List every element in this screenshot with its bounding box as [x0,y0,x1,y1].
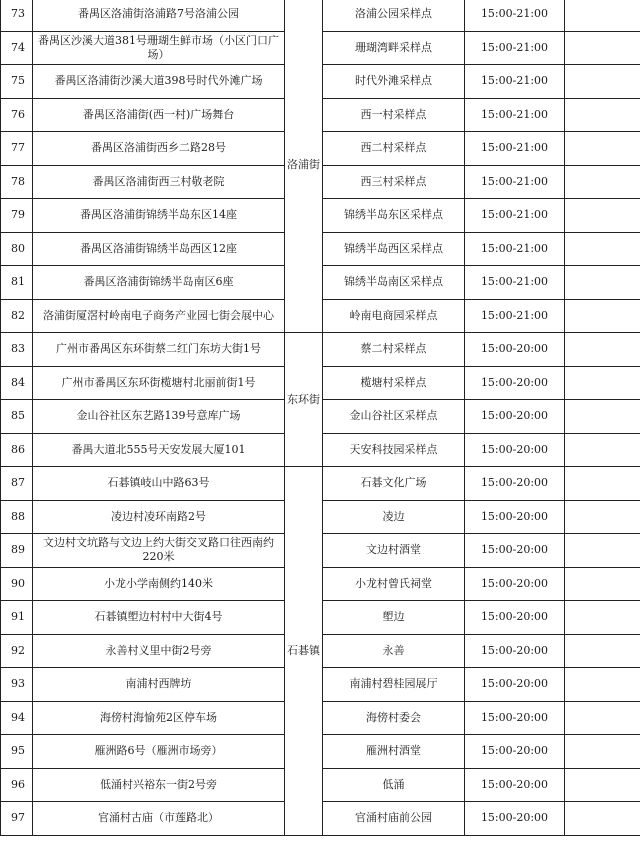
row-number: 89 [1,534,33,568]
site-name-cell: 金山谷社区采样点 [323,400,465,434]
address-cell: 广州市番禺区东环街蔡二红门东坊大街1号 [33,333,285,367]
row-number: 77 [1,132,33,166]
address-cell: 番禺区沙溪大道381号珊瑚生鲜市场（小区门口广场） [33,31,285,65]
site-name-cell: 凌边 [323,500,465,534]
site-name-cell: 文边村酒堂 [323,534,465,568]
site-name-cell: 锦绣半岛南区采样点 [323,266,465,300]
site-name-cell: 石碁文化广场 [323,467,465,501]
address-cell: 官涌村古庙（市莲路北） [33,802,285,836]
site-name-cell: 西二村采样点 [323,132,465,166]
site-name-cell: 天安科技园采样点 [323,433,465,467]
remarks-cell [565,701,640,735]
row-number: 96 [1,768,33,802]
site-name-cell: 洛浦公园采样点 [323,0,465,31]
time-cell: 15:00-21:00 [465,165,565,199]
remarks-cell [565,266,640,300]
row-number: 80 [1,232,33,266]
site-name-cell: 珊瑚湾畔采样点 [323,31,465,65]
time-cell: 15:00-20:00 [465,500,565,534]
time-cell: 15:00-20:00 [465,768,565,802]
remarks-cell [565,366,640,400]
address-cell: 雁洲路6号（雁洲市场旁） [33,735,285,769]
remarks-cell [565,165,640,199]
row-number: 82 [1,299,33,333]
remarks-cell [565,534,640,568]
row-number: 74 [1,31,33,65]
time-cell: 15:00-20:00 [465,567,565,601]
site-name-cell: 西一村采样点 [323,98,465,132]
site-name-cell: 锦绣半岛东区采样点 [323,199,465,233]
row-number: 94 [1,701,33,735]
row-number: 93 [1,668,33,702]
time-cell: 15:00-21:00 [465,0,565,31]
row-number: 85 [1,400,33,434]
remarks-cell [565,98,640,132]
address-cell: 低涌村兴裕东一街2号旁 [33,768,285,802]
row-number: 81 [1,266,33,300]
remarks-cell [565,299,640,333]
site-name-cell: 榄塘村采样点 [323,366,465,400]
site-name-cell: 官涌村庙前公园 [323,802,465,836]
time-cell: 15:00-20:00 [465,802,565,836]
address-cell: 番禺区洛浦街沙溪大道398号时代外滩广场 [33,65,285,99]
remarks-cell [565,735,640,769]
address-cell: 洛浦街厦滘村岭南电子商务产业园七街会展中心 [33,299,285,333]
row-number: 88 [1,500,33,534]
address-cell: 番禺区洛浦街(西一村)广场舞台 [33,98,285,132]
address-cell: 番禺区洛浦街西三村敬老院 [33,165,285,199]
time-cell: 15:00-21:00 [465,132,565,166]
address-cell: 海傍村海愉苑2区停车场 [33,701,285,735]
remarks-cell [565,433,640,467]
time-cell: 15:00-21:00 [465,299,565,333]
row-number: 78 [1,165,33,199]
address-cell: 小龙小学南侧约140米 [33,567,285,601]
address-cell: 广州市番禺区东环街榄塘村北丽前街1号 [33,366,285,400]
remarks-cell [565,31,640,65]
address-cell: 永善村义里中街2号旁 [33,634,285,668]
row-number: 92 [1,634,33,668]
address-cell: 石碁镇岐山中路63号 [33,467,285,501]
time-cell: 15:00-20:00 [465,534,565,568]
time-cell: 15:00-20:00 [465,735,565,769]
address-cell: 凌边村凌环南路2号 [33,500,285,534]
time-cell: 15:00-21:00 [465,199,565,233]
row-number: 83 [1,333,33,367]
address-cell: 南浦村西牌坊 [33,668,285,702]
remarks-cell [565,802,640,836]
time-cell: 15:00-20:00 [465,668,565,702]
address-cell: 番禺区洛浦街西乡二路28号 [33,132,285,166]
site-name-cell: 雁洲村酒堂 [323,735,465,769]
street-cell: 东环街 [285,333,323,467]
remarks-cell [565,65,640,99]
table-row [1,0,640,31]
remarks-cell [565,232,640,266]
time-cell: 15:00-21:00 [465,232,565,266]
address-cell: 文边村文坑路与文边上约大街交叉路口往西南约220米 [33,534,285,568]
row-number: 90 [1,567,33,601]
address-cell: 番禺大道北555号天安发展大厦101 [33,433,285,467]
row-number: 76 [1,98,33,132]
row-number: 79 [1,199,33,233]
remarks-cell [565,400,640,434]
street-cell: 石碁镇 [285,467,323,836]
address-cell: 番禺区洛浦街锦绣半岛东区14座 [33,199,285,233]
time-cell: 15:00-21:00 [465,65,565,99]
row-number: 97 [1,802,33,836]
street-cell: 洛浦街 [285,0,323,333]
time-cell: 15:00-21:00 [465,31,565,65]
row-number: 87 [1,467,33,501]
site-name-cell: 永善 [323,634,465,668]
site-name-cell: 锦绣半岛西区采样点 [323,232,465,266]
table-row [1,467,640,501]
site-name-cell: 塱边 [323,601,465,635]
site-name-cell: 岭南电商园采样点 [323,299,465,333]
remarks-cell [565,768,640,802]
row-number: 84 [1,366,33,400]
time-cell: 15:00-20:00 [465,333,565,367]
remarks-cell [565,0,640,31]
row-number: 95 [1,735,33,769]
remarks-cell [565,634,640,668]
address-cell: 番禺区洛浦街洛浦路7号洛浦公园 [33,0,285,31]
site-name-cell: 低涌 [323,768,465,802]
remarks-cell [565,132,640,166]
site-name-cell: 西三村采样点 [323,165,465,199]
site-name-cell: 蔡二村采样点 [323,333,465,367]
address-cell: 番禺区洛浦街锦绣半岛西区12座 [33,232,285,266]
row-number: 86 [1,433,33,467]
time-cell: 15:00-20:00 [465,467,565,501]
row-number: 75 [1,65,33,99]
site-name-cell: 南浦村碧桂园展厅 [323,668,465,702]
remarks-cell [565,601,640,635]
row-number: 73 [1,0,33,31]
remarks-cell [565,333,640,367]
site-name-cell: 时代外滩采样点 [323,65,465,99]
site-name-cell: 海傍村委会 [323,701,465,735]
time-cell: 15:00-21:00 [465,98,565,132]
table-row [1,333,640,367]
time-cell: 15:00-20:00 [465,634,565,668]
remarks-cell [565,467,640,501]
row-number: 91 [1,601,33,635]
site-name-cell: 小龙村曾氏祠堂 [323,567,465,601]
time-cell: 15:00-20:00 [465,433,565,467]
remarks-cell [565,567,640,601]
time-cell: 15:00-20:00 [465,701,565,735]
time-cell: 15:00-20:00 [465,366,565,400]
remarks-cell [565,668,640,702]
address-cell: 金山谷社区东艺路139号意库广场 [33,400,285,434]
time-cell: 15:00-20:00 [465,601,565,635]
time-cell: 15:00-21:00 [465,266,565,300]
table-body [1,0,640,835]
remarks-cell [565,199,640,233]
address-cell: 番禺区洛浦街锦绣半岛南区6座 [33,266,285,300]
remarks-cell [565,500,640,534]
time-cell: 15:00-20:00 [465,400,565,434]
address-cell: 石碁镇塱边村村中大街4号 [33,601,285,635]
